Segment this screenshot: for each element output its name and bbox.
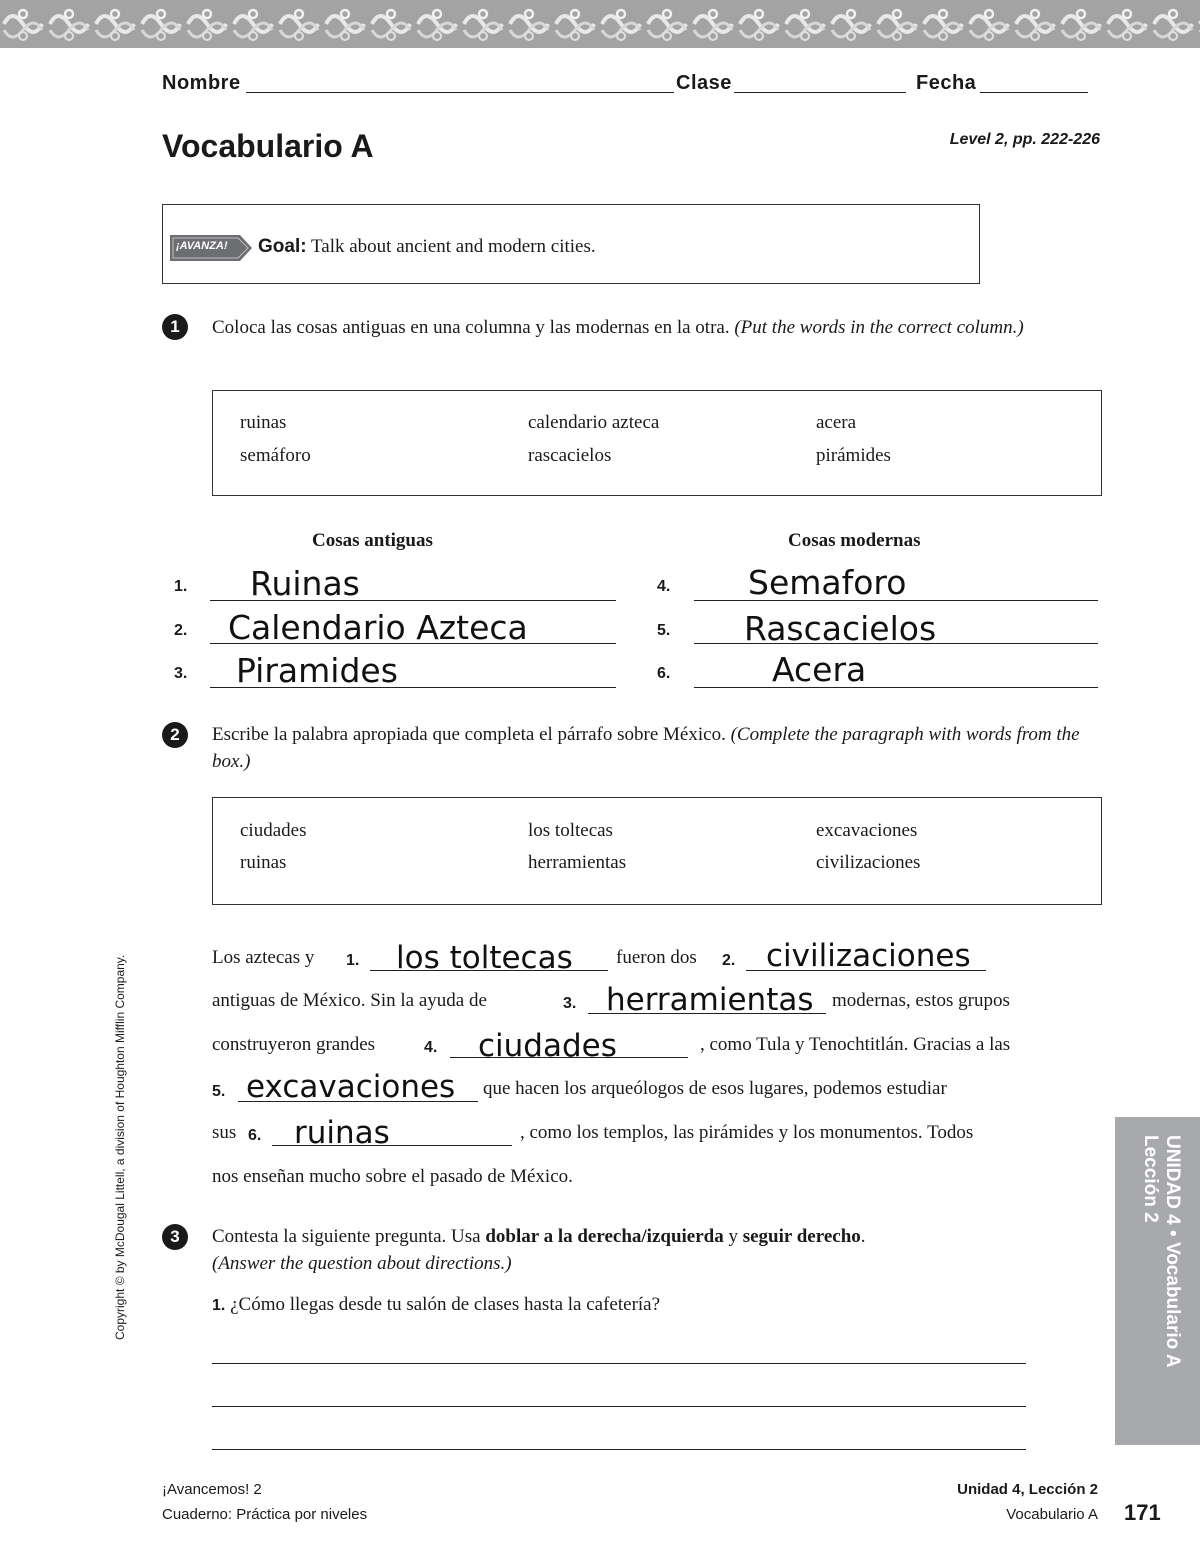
nombre-label: Nombre: [162, 72, 241, 94]
blank-answer[interactable]: excavaciones: [246, 1069, 456, 1105]
blank-number: [722, 949, 735, 971]
section-3-instruction-a: Contesta la siguiente pregunta. Usa: [212, 1226, 481, 1247]
paragraph-text: construyeron grandes: [212, 1034, 376, 1055]
paragraph-text: sus: [212, 1122, 237, 1143]
response-line[interactable]: [212, 1363, 1026, 1364]
answer-field[interactable]: Acera: [772, 650, 867, 689]
word-box-item: ruinas: [240, 852, 287, 873]
goal-statement: [258, 236, 596, 258]
footer-unit-lesson: Unidad 4, Lección 2: [957, 1481, 1098, 1498]
level-reference: Level 2, pp. 222-226: [949, 131, 1100, 148]
fecha-label: Fecha: [916, 72, 977, 94]
paragraph-text: nos enseñan mucho sobre el pasado de México.: [212, 1166, 573, 1187]
answer-line: [694, 687, 1098, 688]
avanza-badge: [170, 235, 252, 261]
blank-number: [424, 1036, 437, 1058]
paragraph-text: antiguas de México. Sin la ayuda de: [212, 990, 487, 1011]
section-1-number: 1: [162, 314, 188, 340]
page-title: Vocabulario A: [162, 128, 374, 164]
column-heading-modern: Cosas modernas: [788, 530, 921, 551]
response-line[interactable]: [212, 1449, 1026, 1450]
avanza-badge-label: ¡AVANZA!: [176, 240, 228, 252]
fecha-field[interactable]: [980, 92, 1088, 93]
section-2-instruction: [212, 721, 1092, 775]
goal-label: Goal:: [258, 236, 307, 257]
word-box-item: semáforo: [240, 445, 311, 466]
answer-number: 5.: [657, 622, 671, 639]
word-box-1: [212, 390, 1102, 496]
blank-number: [248, 1124, 261, 1146]
blank-number: [563, 992, 576, 1014]
decorative-top-border: [0, 0, 1200, 48]
blank-answer[interactable]: herramientas: [606, 982, 814, 1018]
paragraph-text: Los aztecas y: [212, 947, 315, 968]
word-box-item: calendario azteca: [528, 412, 660, 433]
word-box-item: excavaciones: [816, 820, 918, 841]
answer-field[interactable]: Calendario Azteca: [228, 608, 528, 647]
answer-field[interactable]: Semaforo: [748, 563, 907, 602]
paragraph-text: , como Tula y Tenochtitlán. Gracias a las: [700, 1034, 1011, 1055]
blank-number-label: 6.: [248, 1127, 262, 1144]
word-box-item: ruinas: [240, 412, 287, 433]
answer-number: 1.: [174, 578, 188, 595]
goal-text: Talk about ancient and modern cities.: [310, 236, 596, 257]
word-box-item: los toltecas: [528, 820, 613, 841]
paragraph-text: modernas, estos grupos: [832, 990, 1010, 1011]
response-line[interactable]: [212, 1406, 1026, 1407]
blank-number-label: 3.: [563, 995, 577, 1012]
word-box-2: [212, 797, 1102, 905]
section-1-instruction-es: Coloca las cosas antiguas en una columna y las modernas en la otra.: [212, 317, 730, 338]
blank-number-label: 2.: [722, 952, 736, 969]
word-box-item: ciudades: [240, 820, 307, 841]
clase-label: Clase: [676, 72, 732, 94]
answer-field[interactable]: Ruinas: [250, 564, 360, 603]
answer-field[interactable]: Rascacielos: [744, 609, 937, 648]
paragraph-text: fueron dos: [616, 947, 697, 968]
blank-answer[interactable]: ruinas: [294, 1115, 390, 1151]
footer-section: Vocabulario A: [1006, 1506, 1098, 1523]
page-number: 171: [1124, 1500, 1161, 1525]
word-box-item: civilizaciones: [816, 852, 921, 873]
side-tab: [1115, 1117, 1200, 1445]
question-text: ¿Cómo llegas desde tu salón de clases hasta la cafetería?: [230, 1294, 661, 1315]
blank-number-label: 5.: [212, 1083, 226, 1100]
question-number: 1.: [212, 1297, 226, 1314]
footer-book-subtitle: Cuaderno: Práctica por niveles: [162, 1506, 368, 1523]
blank-number: [346, 949, 359, 971]
section-3-number: 3: [162, 1224, 188, 1250]
paragraph-text: que hacen los arqueólogos de esos lugares, podemos estudiar: [483, 1078, 947, 1099]
word-box-item: herramientas: [528, 852, 627, 873]
section-3-instruction-b: y: [728, 1226, 738, 1247]
section-2-instruction-es: Escribe la palabra apropiada que completa el párrafo sobre México.: [212, 724, 726, 745]
section-3-instruction: [212, 1223, 1092, 1277]
word-box-item: rascacielos: [528, 445, 612, 466]
side-tab-lesson: Lección 2: [1140, 1135, 1161, 1223]
section-2-instruction-en: (Complete the paragraph with words from the box.): [212, 724, 1080, 772]
section-1-instruction-en: (Put the words in the correct column.): [734, 317, 1024, 338]
footer-book-title: ¡Avancemos! 2: [162, 1481, 262, 1498]
section-3-bold-a: doblar a la derecha/izquierda: [485, 1226, 724, 1247]
answer-number: 2.: [174, 622, 188, 639]
question: [212, 1294, 660, 1316]
section-3-instruction-c: .: [860, 1226, 866, 1247]
blank-answer[interactable]: ciudades: [478, 1028, 617, 1064]
word-box-item: pirámides: [816, 445, 891, 466]
copyright-notice: Copyright © by McDougal Littell, a division of Houghton Mifflin Company.: [113, 954, 127, 1340]
word-box-item: acera: [816, 412, 857, 433]
blank-answer[interactable]: los toltecas: [396, 940, 573, 976]
section-3-instruction-en: (Answer the question about directions.): [212, 1253, 512, 1274]
blank-number-label: 4.: [424, 1039, 438, 1056]
section-3-bold-b: seguir derecho: [742, 1226, 861, 1247]
clase-field[interactable]: [734, 92, 906, 93]
answer-field[interactable]: Piramides: [236, 651, 398, 690]
blank-answer[interactable]: civilizaciones: [766, 938, 971, 974]
answer-number: 3.: [174, 665, 188, 682]
column-heading-ancient: Cosas antiguas: [312, 530, 433, 551]
pattern-graphic: [0, 0, 1200, 48]
side-tab-unit: UNIDAD 4 • Vocabulario A: [1162, 1135, 1183, 1368]
section-2-number: 2: [162, 722, 188, 748]
section-1-instruction: [212, 314, 1092, 341]
answer-number: 6.: [657, 665, 671, 682]
blank-number: [212, 1080, 225, 1102]
nombre-field[interactable]: [246, 92, 674, 93]
paragraph-text: , como los templos, las pirámides y los monumentos. Todos: [520, 1122, 974, 1143]
blank-number-label: 1.: [346, 952, 360, 969]
answer-number: 4.: [657, 578, 671, 595]
